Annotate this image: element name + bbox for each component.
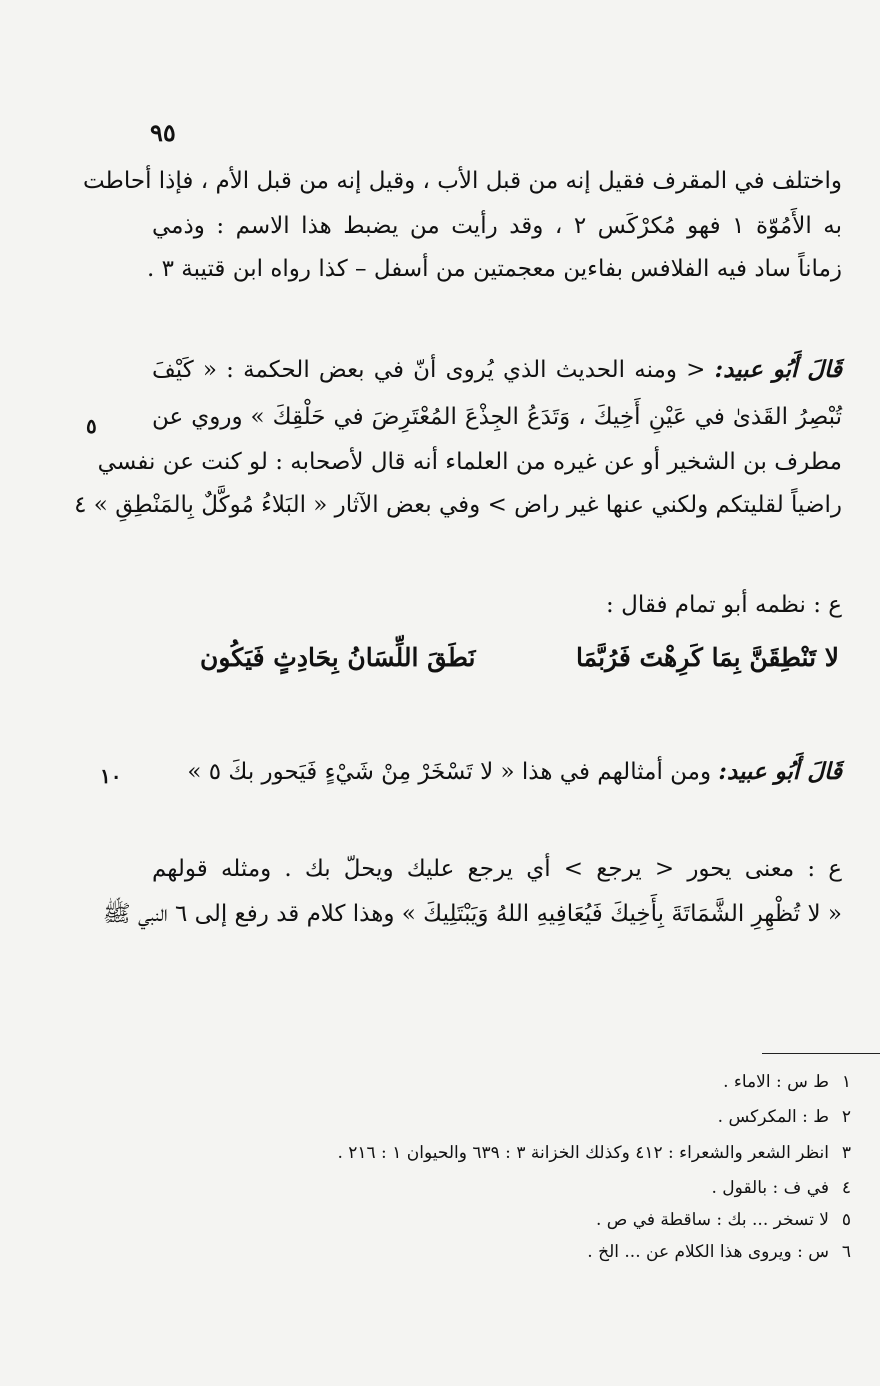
footnote-4-number: ٤ <box>841 1178 851 1198</box>
footnote-6-text: س : ويروى هذا الكلام عن ... الخ . <box>587 1242 829 1262</box>
footnote-4-text: في ف : بالقول . <box>711 1178 829 1198</box>
paragraph-3-line: ع : نظمه أبو تمام فقال : <box>606 592 842 618</box>
paragraph-2-line-3: مطرف بن الشخير أو عن غيره من العلماء أنه قال لأصحابه : لو كنت عن نفسي <box>97 449 842 475</box>
paragraph-1-line-2: به الأَمُوّة ١ فهو مُكرْكَس ٢ ، وقد رأيت من يضبط هذا الاسم : وذمي <box>152 213 842 239</box>
paragraph-5-line-2: « لا تُظْهِرِ الشَّمَاتَةَ بِأَخِيكَ فَيُعَافِيهِ اللهُ وَيَبْتَلِيكَ » وهذا كلام قد رفع إلى ٦ النبي ﷺ <box>102 901 842 927</box>
footnote-1 <box>231 1072 851 1092</box>
footnote-3 <box>231 1143 851 1163</box>
paragraph-1-line-1: واختلف في المقرف فقيل إنه من قبل الأب ، وقيل إنه من قبل الأم ، فإذا أحاطت <box>82 168 842 194</box>
footnote-1-number: ١ <box>841 1072 851 1092</box>
footnote-5-number: ٥ <box>841 1210 851 1230</box>
page-number: ٩٥ <box>150 118 176 147</box>
footnote-1-text: ط س : الاماء . <box>723 1072 829 1092</box>
paragraph-2-line-1-text: < ومنه الحديث الذي يُروى أنّ في بعض الحكمة : « كَيْفَ <box>152 357 706 383</box>
paragraph-1-line-3: زماناً ساد فيه الفلافس بفاءين معجمتين من أسفل – كذا رواه ابن قتيبة ٣ . <box>146 256 842 282</box>
footnote-2 <box>231 1107 851 1127</box>
paragraph-2-line-2: تُبْصِرُ القَذىٰ في عَيْنِ أَخِيكَ ، وَتَدَعُ الجِذْعَ المُعْتَرِضَ في حَلْقِكَ » وروي عن <box>152 404 842 430</box>
paragraph-2-lead: قَالَ أَبُو عبيد: <box>714 356 842 383</box>
margin-number-5: ٥ <box>86 414 97 438</box>
footnote-2-number: ٢ <box>841 1107 851 1127</box>
footnote-5 <box>231 1210 851 1230</box>
footnote-2-text: ط : المكركس . <box>717 1107 829 1127</box>
paragraph-2-line-1 <box>152 356 842 383</box>
paragraph-2-line-4: راضياً لقليتكم ولكني عنها غير راض > وفي بعض الآثار « البَلاءُ مُوكَّلٌ بِالمَنْطِقِ » ٤ <box>74 492 842 518</box>
footnote-4 <box>231 1178 851 1198</box>
footnote-6-number: ٦ <box>841 1242 851 1262</box>
footnote-rule <box>762 1053 880 1054</box>
paragraph-4-line <box>152 758 842 785</box>
verse-second-hemistich: نَطَقَ اللِّسَانُ بِحَادِثٍ فَيَكُون <box>200 643 476 672</box>
footnote-6 <box>231 1242 851 1262</box>
paragraph-4-text: ومن أمثالهم في هذا « لا تَسْخَرْ مِنْ شَيْءٍ فَيَحور بكَ ٥ » <box>187 759 712 785</box>
margin-number-10: ١٠ <box>100 764 122 788</box>
footnote-3-text: انظر الشعر والشعراء : ٤١٢ وكذلك الخزانة ٣ : ٦٣٩ والحيوان ١ : ٢١٦ . <box>337 1143 829 1163</box>
footnote-5-text: لا تسخر ... بك : ساقطة في ص . <box>595 1210 829 1230</box>
paragraph-5-line-1: ع : معنى يحور < يرجع > أي يرجع عليك ويحلّ بك . ومثله قولهم <box>152 856 842 882</box>
footnote-3-number: ٣ <box>841 1143 851 1163</box>
verse-first-hemistich: لا تَنْطِقَنَّ بِمَا كَرِهْتَ فَرُبَّمَا <box>576 643 839 672</box>
paragraph-4-lead: قَالَ أَبُو عبيد: <box>718 758 842 785</box>
